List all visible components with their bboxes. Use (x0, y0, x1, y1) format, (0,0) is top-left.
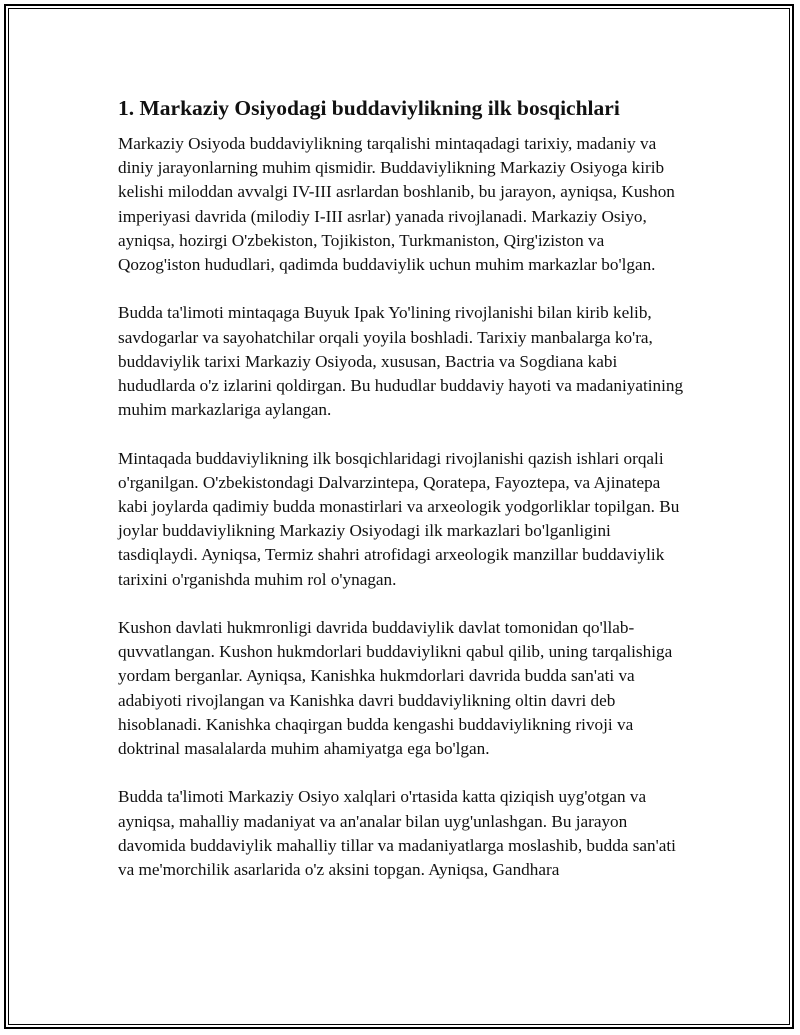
paragraph-3: Mintaqada buddaviylikning ilk bosqichlaridagi rivojlanishi qazish ishlari orqali o'rganilgan. O'zbekistondagi Dalvarzintepa, Qoratepa, Fayoztepa, va Ajinatepa kabi joylarda qadimiy budda monastirlari va arxeologik yodgorliklar topilgan. Bu joylar buddaviylikning Markaziy Osiyodagi ilk markazlari bo'lganligini tasdiqlaydi. Ayniqsa, Termiz shahri atrofidagi arxeologik manzillar buddaviylik tarixini o'rganishda muhim rol o'ynagan. (118, 448, 680, 589)
paragraph-5: Budda ta'limoti Markaziy Osiyo xalqlari o'rtasida katta qiziqish uyg'otgan va ayniqsa, mahalliy madaniyat va an'analar bilan uyg'unlashgan. Bu jarayon davomida buddaviylik mahalliy tillar va madaniyatlarga moslashib, budda san'ati va me'morchilik asarlarida o'z aksini topgan. Ayniqsa, Gandhara (118, 787, 676, 880)
document-body (118, 94, 688, 906)
paragraph-4: Kushon davlati hukmronligi davrida buddaviylik davlat tomonidan qo'llab-quvvatlangan. Kushon hukmdorlari buddaviylikni qabul qilib, uning tarqalishiga yordam berganlar. Ayniqsa, Kanishka hukmdorlari davrida budda san'ati va adabiyoti rivojlangan va Kanishka davri buddaviylikning oltin davri deb hisoblanadi. Kanishka chaqirgan budda kengashi buddaviylikning rivoji va doktrinal masalalarda muhim ahamiyatga ega bo'lgan. (118, 618, 673, 759)
paragraph-2: Budda ta'limoti mintaqaga Buyuk Ipak Yo'lining rivojlanishi bilan kirib kelib, savdogarlar va sayohatchilar orqali yoyila boshladi. Tarixiy manbalarga ko'ra, buddaviylik tarixi Markaziy Osiyoda, xususan, Bactria va Sogdiana kabi hududlarda o'z izlarini qoldirgan. Bu hududlar buddaviy hayoti va madaniyatining muhim markazlariga aylangan. (118, 303, 684, 420)
paragraph-1: Markaziy Osiyoda buddaviylikning tarqalishi mintaqadagi tarixiy, madaniy va diniy jarayonlarning muhim qismidir. Buddaviylikning Markaziy Osiyoga kirib kelishi miloddan avvalgi IV-III asrlardan boshlanib, bu jarayon, ayniqsa, Kushon imperiyasi davrida (milodiy I-III asrlar) yanada rivojlanadi. Markaziy Osiyo, ayniqsa, hozirgi O'zbekiston, Tojikiston, Turkmaniston, Qirg'iziston va Qozog'iston hududlari, qadimda buddaviylik uchun muhim markazlar bo'lgan. (118, 134, 675, 275)
section-title: 1. Markaziy Osiyodagi buddaviylikning ilk bosqichlari (118, 96, 620, 120)
